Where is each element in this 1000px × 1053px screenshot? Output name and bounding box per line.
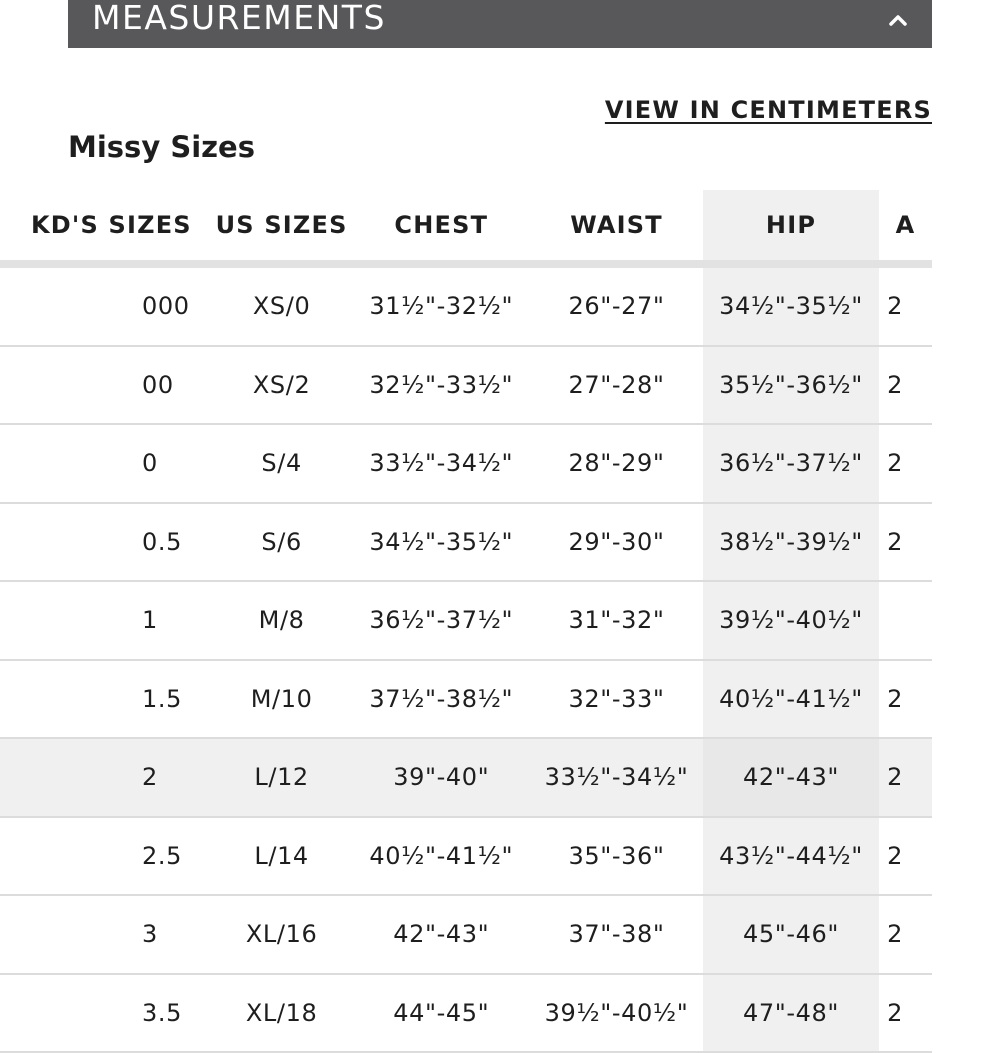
cell-chest: 44"-45" — [352, 974, 530, 1053]
chevron-up-icon[interactable] — [886, 8, 910, 32]
table-row — [0, 895, 932, 974]
column-header-us-sizes: US SIZES — [211, 190, 353, 264]
cell-waist: 31"-32" — [530, 581, 703, 660]
cell-arm: 2 — [879, 264, 932, 346]
cell-us-size: XS/0 — [211, 264, 353, 346]
size-table-scroll — [0, 190, 932, 1053]
cell-waist: 28"-29" — [530, 424, 703, 503]
cell-arm: 2 — [879, 346, 932, 425]
cell-chest: 39"-40" — [352, 738, 530, 817]
cell-hip: 36½"-37½" — [703, 424, 879, 503]
table-row — [0, 264, 932, 346]
cell-kds-size: 1.5 — [0, 660, 211, 739]
cell-us-size: M/10 — [211, 660, 353, 739]
cell-hip: 39½"-40½" — [703, 581, 879, 660]
cell-arm: 2 — [879, 503, 932, 582]
table-row — [0, 346, 932, 425]
column-header-kds-sizes: KD'S SIZES — [0, 190, 211, 264]
cell-hip: 47"-48" — [703, 974, 879, 1053]
cell-hip: 40½"-41½" — [703, 660, 879, 739]
cell-arm: 2 — [879, 817, 932, 896]
cell-hip: 45"-46" — [703, 895, 879, 974]
cell-arm: 2 — [879, 738, 932, 817]
column-header-hip: HIP — [703, 190, 879, 264]
cell-us-size: XL/16 — [211, 895, 353, 974]
cell-waist: 33½"-34½" — [530, 738, 703, 817]
cell-waist: 35"-36" — [530, 817, 703, 896]
column-header-waist: WAIST — [530, 190, 703, 264]
column-header-arm: A — [879, 190, 932, 264]
column-header-chest: CHEST — [352, 190, 530, 264]
cell-waist: 37"-38" — [530, 895, 703, 974]
view-in-centimeters-link[interactable]: VIEW IN CENTIMETERS — [604, 96, 932, 124]
cell-arm: 2 — [879, 895, 932, 974]
size-table — [0, 190, 932, 1053]
cell-kds-size: 3 — [0, 895, 211, 974]
measurements-accordion-header[interactable] — [68, 0, 932, 48]
cell-us-size: L/14 — [211, 817, 353, 896]
cell-us-size: XS/2 — [211, 346, 353, 425]
cell-waist: 29"-30" — [530, 503, 703, 582]
cell-chest: 37½"-38½" — [352, 660, 530, 739]
cell-waist: 26"-27" — [530, 264, 703, 346]
cell-arm: 2 — [879, 974, 932, 1053]
cell-arm: 2 — [879, 424, 932, 503]
size-table-viewport[interactable] — [30, 190, 932, 1027]
cell-hip: 38½"-39½" — [703, 503, 879, 582]
table-row — [0, 503, 932, 582]
section-title: Missy Sizes — [68, 130, 255, 164]
cell-waist: 39½"-40½" — [530, 974, 703, 1053]
cell-waist: 27"-28" — [530, 346, 703, 425]
table-row — [0, 660, 932, 739]
table-row — [0, 817, 932, 896]
cell-chest: 42"-43" — [352, 895, 530, 974]
cell-chest: 31½"-32½" — [352, 264, 530, 346]
cell-hip: 35½"-36½" — [703, 346, 879, 425]
table-row — [0, 974, 932, 1053]
table-row — [0, 581, 932, 660]
cell-us-size: XL/18 — [211, 974, 353, 1053]
cell-us-size: L/12 — [211, 738, 353, 817]
cell-chest: 33½"-34½" — [352, 424, 530, 503]
cell-kds-size: 2.5 — [0, 817, 211, 896]
cell-chest: 40½"-41½" — [352, 817, 530, 896]
cell-chest: 36½"-37½" — [352, 581, 530, 660]
cell-kds-size: 0 — [0, 424, 211, 503]
table-row — [0, 424, 932, 503]
cell-kds-size: 2 — [0, 738, 211, 817]
cell-us-size: S/6 — [211, 503, 353, 582]
table-row — [0, 738, 932, 817]
accordion-title: MEASUREMENTS — [92, 0, 386, 37]
cell-chest: 34½"-35½" — [352, 503, 530, 582]
cell-kds-size: 00 — [0, 346, 211, 425]
cell-hip: 43½"-44½" — [703, 817, 879, 896]
cell-us-size: S/4 — [211, 424, 353, 503]
cell-kds-size: 0.5 — [0, 503, 211, 582]
size-table-body — [0, 264, 932, 1052]
cell-kds-size: 000 — [0, 264, 211, 346]
cell-us-size: M/8 — [211, 581, 353, 660]
cell-arm: 2 — [879, 660, 932, 739]
cell-arm — [879, 581, 932, 660]
cell-kds-size: 1 — [0, 581, 211, 660]
cell-waist: 32"-33" — [530, 660, 703, 739]
table-header-row — [0, 190, 932, 264]
cell-kds-size: 3.5 — [0, 974, 211, 1053]
cell-chest: 32½"-33½" — [352, 346, 530, 425]
cell-hip: 34½"-35½" — [703, 264, 879, 346]
cell-hip: 42"-43" — [703, 738, 879, 817]
